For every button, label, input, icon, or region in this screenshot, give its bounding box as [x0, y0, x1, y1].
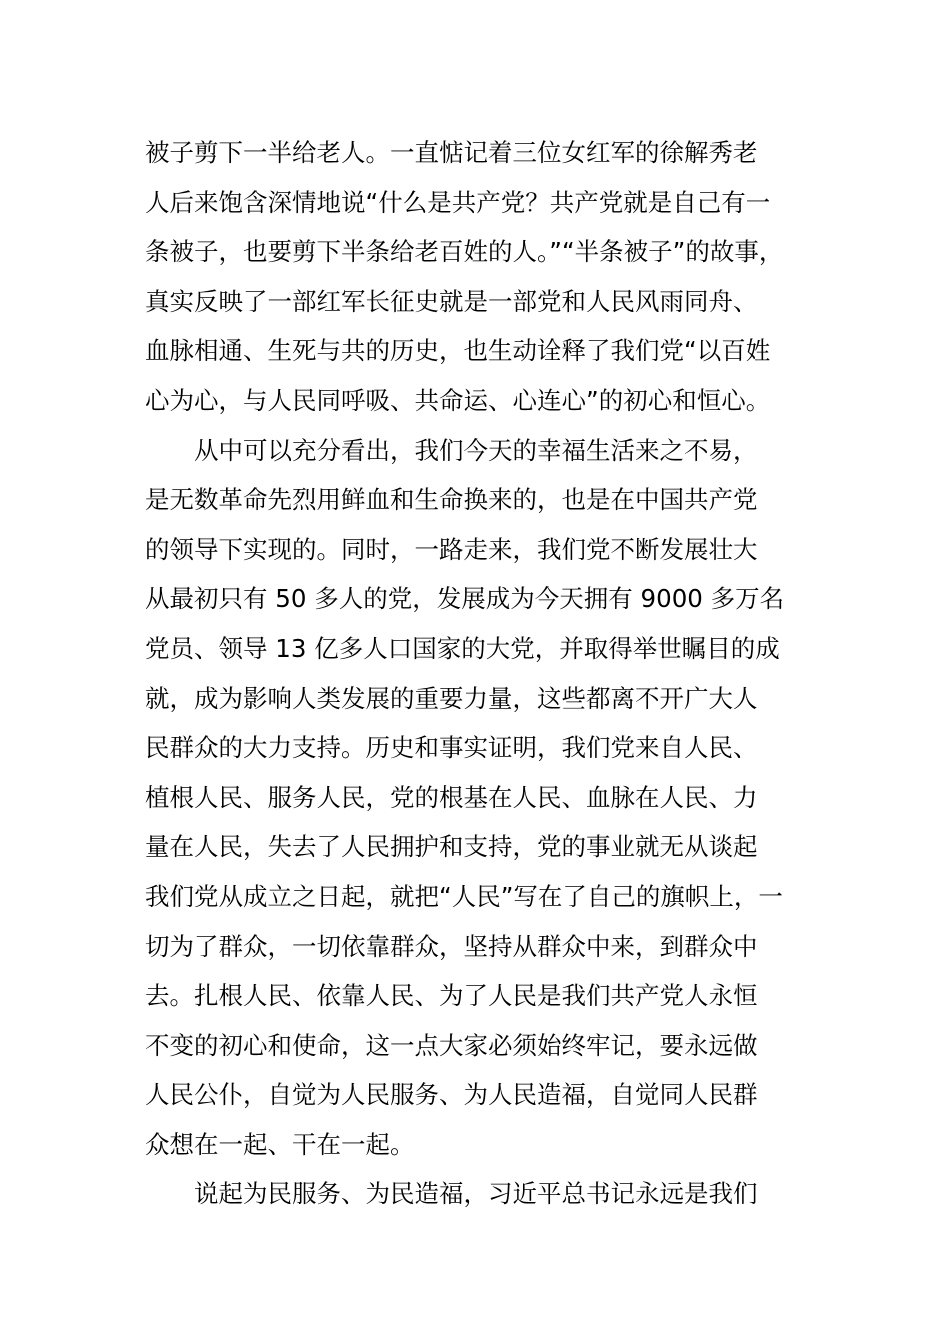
text-line: 真实反映了一部红军长征史就是一部党和人民风雨同舟、	[145, 286, 758, 316]
text-line: 是无数革命先烈用鲜血和生命换来的，也是在中国共产党	[145, 485, 758, 515]
text-line: 党员、领导 13 亿多人口国家的大党，并取得举世瞩目的成	[145, 633, 780, 663]
text-line: 民群众的大力支持。历史和事实证明，我们党来自人民、	[145, 733, 758, 763]
text-line: 条被子，也要剪下半条给老百姓的人。”“半条被子”的故事，	[145, 237, 784, 267]
paragraph-start-line: 说起为民服务、为民造福，习近平总书记永远是我们	[194, 1179, 758, 1209]
text-line: 心为心，与人民同呼吸、共命运、心连心”的初心和恒心。	[145, 385, 771, 415]
body-text	[145, 128, 845, 1219]
paragraph-start-line: 从中可以充分看出，我们今天的幸福生活来之不易，	[194, 435, 758, 465]
text-line: 不变的初心和使命，这一点大家必须始终牢记，要永远做	[145, 1030, 758, 1060]
text-line: 血脉相通、生死与共的历史，也生动诠释了我们党“以百姓	[145, 336, 771, 366]
text-line: 植根人民、服务人民，党的根基在人民、血脉在人民、力	[145, 782, 758, 812]
text-line: 切为了群众，一切依靠群众，坚持从群众中来，到群众中	[145, 931, 758, 961]
text-line: 量在人民，失去了人民拥护和支持，党的事业就无从谈起	[145, 832, 758, 862]
text-line: 的领导下实现的。同时，一路走来，我们党不断发展壮大	[145, 534, 758, 564]
text-line: 我们党从成立之日起，就把“人民”写在了自己的旗帜上，一	[145, 881, 783, 911]
text-line: 人后来饱含深情地说“什么是共产党？共产党就是自己有一	[145, 187, 771, 217]
text-line: 去。扎根人民、依靠人民、为了人民是我们共产党人永恒	[145, 981, 758, 1011]
text-line: 从最初只有 50 多人的党，发展成为今天拥有 9000 多万名	[145, 584, 785, 614]
text-line: 众想在一起、干在一起。	[145, 1129, 415, 1159]
text-line: 被子剪下一半给老人。一直惦记着三位女红军的徐解秀老	[145, 138, 758, 167]
text-line: 人民公仆，自觉为人民服务、为人民造福，自觉同人民群	[145, 1080, 758, 1110]
text-line: 就，成为影响人类发展的重要力量，这些都离不开广大人	[145, 683, 758, 713]
